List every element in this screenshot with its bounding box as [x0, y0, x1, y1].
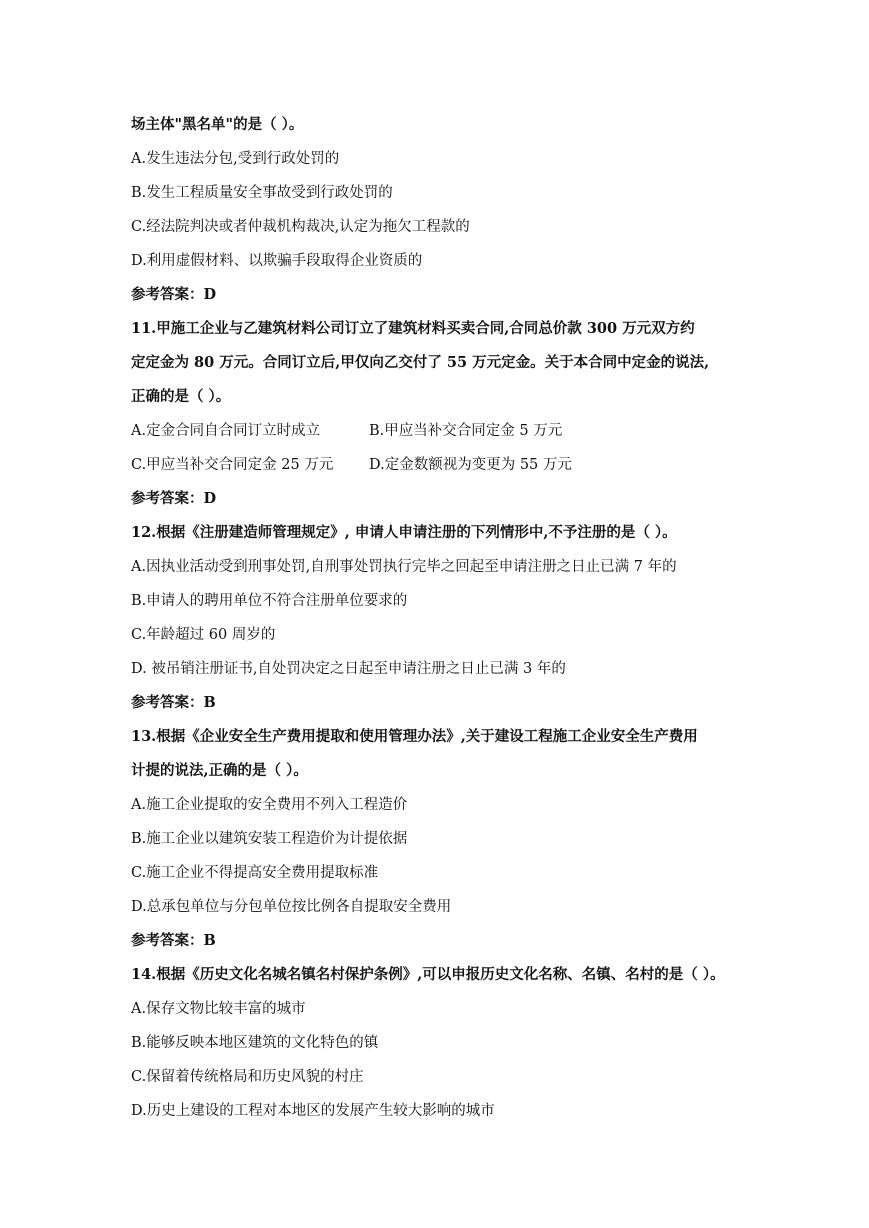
question-13-answer: 参考答案：B — [131, 932, 216, 949]
question-11-option-a: A.定金合同自合同订立时成立 — [131, 423, 321, 439]
question-12-option-c: C.年龄超过 60 周岁的 — [131, 627, 276, 643]
question-14-option-c: C.保留着传统格局和历史风貌的村庄 — [131, 1069, 364, 1085]
question-10-option-d: D.利用虚假材料、以欺骗手段取得企业资质的 — [131, 253, 423, 269]
question-11-option-b: B.甲应当补交合同定金 5 万元 — [369, 423, 563, 439]
question-11-option-d: D.定金数额视为变更为 55 万元 — [369, 457, 572, 473]
question-14-option-d: D.历史上建设的工程对本地区的发展产生较大影响的城市 — [131, 1103, 495, 1119]
question-11-options-row-2 — [131, 448, 771, 482]
question-12-option-a: A.因执业活动受到刑事处罚,自刑事处罚执行完毕之回起至申请注册之日止已满 7 年的 — [131, 559, 677, 575]
question-10-option-a: A.发生违法分包,受到行政处罚的 — [131, 151, 340, 167]
question-11-option-c: C.甲应当补交合同定金 25 万元 — [131, 457, 334, 473]
question-14-option-a: A.保存文物比较丰富的城市 — [131, 1001, 306, 1017]
question-10-option-c: C.经法院判决或者仲裁机构裁决,认定为拖欠工程款的 — [131, 219, 470, 235]
question-12-option-b: B.申请人的聘用单位不符合注册单位要求的 — [131, 593, 408, 609]
question-14-option-b: B.能够反映本地区建筑的文化特色的镇 — [131, 1035, 379, 1051]
question-12-stem: 12.根据《注册建造师管理规定》, 申请人申请注册的下列情形中,不予注册的是（ ）。 — [131, 524, 677, 541]
question-13-option-b: B.施工企业以建筑安装工程造价为计提依据 — [131, 831, 408, 847]
document-page — [131, 108, 771, 1128]
question-11-stem-line-1: 11.甲施工企业与乙建筑材料公司订立了建筑材料买卖合同,合同总价款 300 万元双方约 — [131, 320, 695, 337]
question-11-stem-line-2: 定定金为 80 万元。合同订立后,甲仅向乙交付了 55 万元定金。关于本合同中定金的说法, — [131, 354, 710, 371]
question-11-options-row-1 — [131, 414, 771, 448]
question-13-stem-line-1: 13.根据《企业安全生产费用提取和使用管理办法》,关于建设工程施工企业安全生产费用 — [131, 728, 698, 745]
question-12-option-d: D. 被吊销注册证书,自处罚决定之日起至申请注册之日止已满 3 年的 — [131, 661, 566, 677]
question-13-option-d: D.总承包单位与分包单位按比例各自提取安全费用 — [131, 899, 452, 915]
question-11-stem-line-3: 正确的是（ ）。 — [131, 388, 231, 405]
question-13-stem-line-2: 计提的说法,正确的是（ ）。 — [131, 762, 308, 779]
question-10-option-b: B.发生工程质量安全事故受到行政处罚的 — [131, 185, 393, 201]
question-13-option-a: A.施工企业提取的安全费用不列入工程造价 — [131, 797, 408, 813]
question-13-option-c: C.施工企业不得提高安全费用提取标准 — [131, 865, 379, 881]
question-10-answer: 参考答案：D — [131, 286, 217, 303]
question-12-answer: 参考答案：B — [131, 694, 216, 711]
question-14-stem: 14.根据《历史文化名城名镇名村保护条例》,可以申报历史文化名称、名镇、名村的是（ ）。 — [131, 966, 725, 983]
question-11-answer: 参考答案：D — [131, 490, 217, 507]
question-10-stem-end: 场主体"黑名单"的是（ ）。 — [131, 116, 304, 133]
